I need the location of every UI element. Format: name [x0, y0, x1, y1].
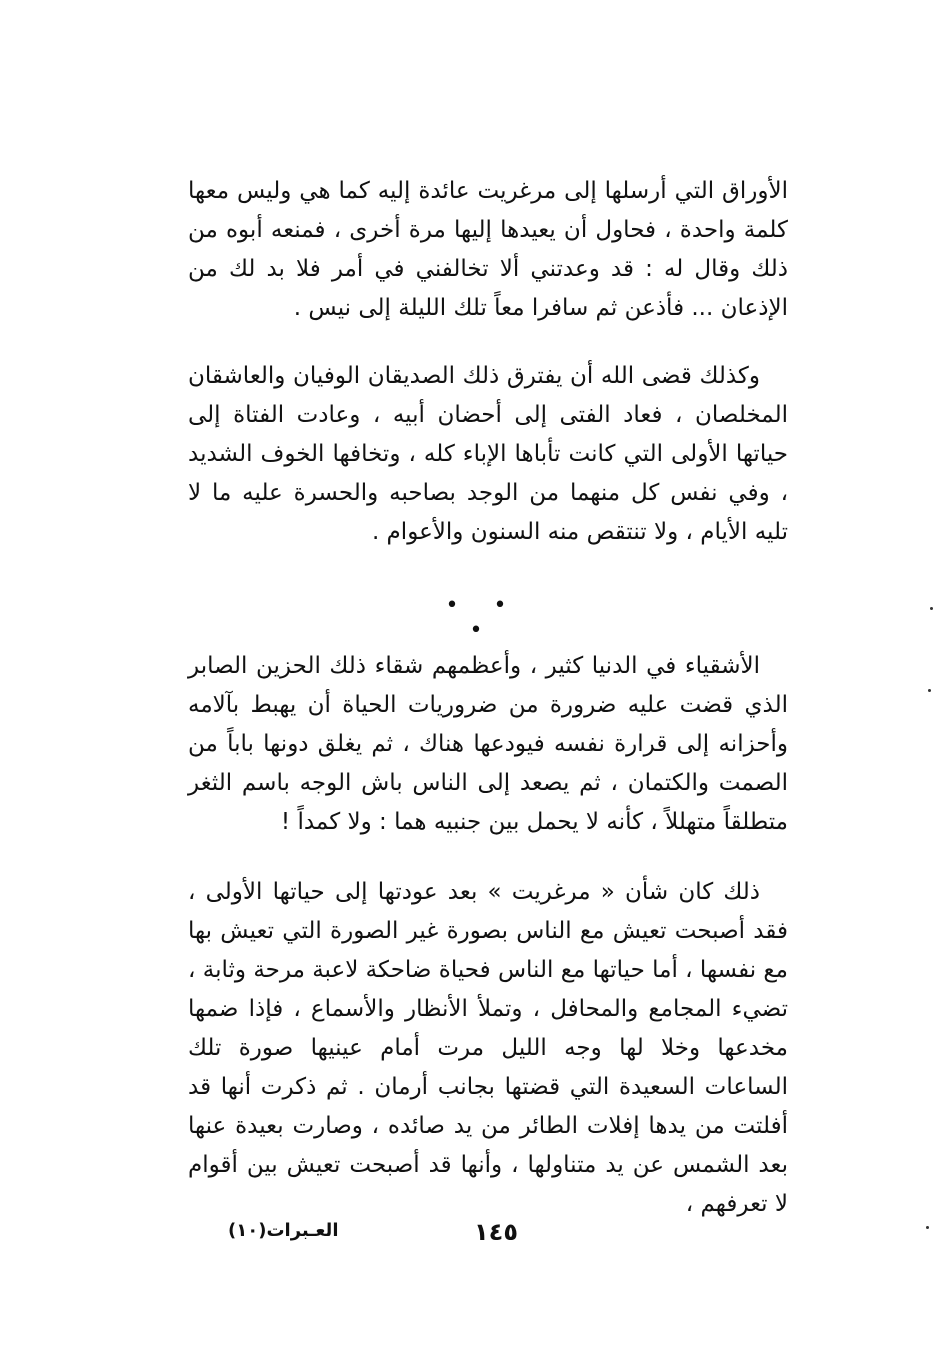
scan-speck: [930, 607, 933, 610]
paragraph-1: الأوراق التي أرسلها إلى مرغريت عائدة إليه كما هي وليس معها كلمة واحدة ، فحاول أن يعيدها إليها مرة أخرى ، فمنعه أبوه من ذلك وقال له : قد وعدتني ألا تخالفني في أمر فلا بد لك من الإذعان ... فأذعن ثم سافرا معاً تلك الليلة إلى نيس .: [188, 178, 788, 321]
page-number: ١٤٥: [474, 1218, 518, 1246]
scan-speck: [928, 689, 931, 692]
paragraph-4: ذلك كان شأن « مرغريت » بعد عودتها إلى حياتها الأولى ، فقد أصبحت تعيش مع الناس بصورة غير الصورة التي تعيش بها مع نفسها ، أما حياتها مع الناس فحياة ضاحكة لاعبة مرحة وثابة ، تضيء المجامع والمحافل ، وتملأ الأنظار والأسماع ، فإذا ضمها مخدعها وخلا لها وجه الليل مرت أمام عينيها صورة تلك الساعات السعيدة التي قضتها بجانب أرمان . ثم ذكرت أنها قد أفلتت من يدها إفلات الطائر من يد صائده ، وصارت بعيدة عنها بعد الشمس عن يد متناولها ، وأنها قد أصبحت تعيش بين أقوام لا تعرفهم ،: [188, 879, 788, 1217]
paragraph-2: وكذلك قضى الله أن يفترق ذلك الصديقان الوفيان والعاشقان المخلصان ، فعاد الفتى إلى أحضان أبيه ، وعادت الفتاة إلى حياتها الأولى التي كانت تأباها الإباء كله ، وتخافها الخوف الشديد ، وفي نفس كل منهما من الوجد بصاحبه والحسرة عليه ما لا تليه الأيام ، ولا تنتقص منه السنون والأعوام .: [188, 363, 788, 545]
signature-mark: العـبرات(١٠): [228, 1220, 339, 1241]
scan-speck: [926, 1226, 929, 1229]
section-separator: • • •: [445, 593, 521, 643]
paragraph-3: الأشقياء في الدنيا كثير ، وأعظمهم شقاء ذلك الحزين الصابر الذي قضت عليه ضرورة من ضروريات الحياة أن يهبط بآلامه وأحزانه إلى قرارة نفسه فيودعها هناك ، ثم يغلق دونها باباً من الصمت والكتمان ، ثم يصعد إلى الناس باش الوجه باسم الثغر متطلقاً متهللاً ، كأنه لا يحمل بين جنبيه هما : ولا كمداً !: [188, 653, 788, 835]
